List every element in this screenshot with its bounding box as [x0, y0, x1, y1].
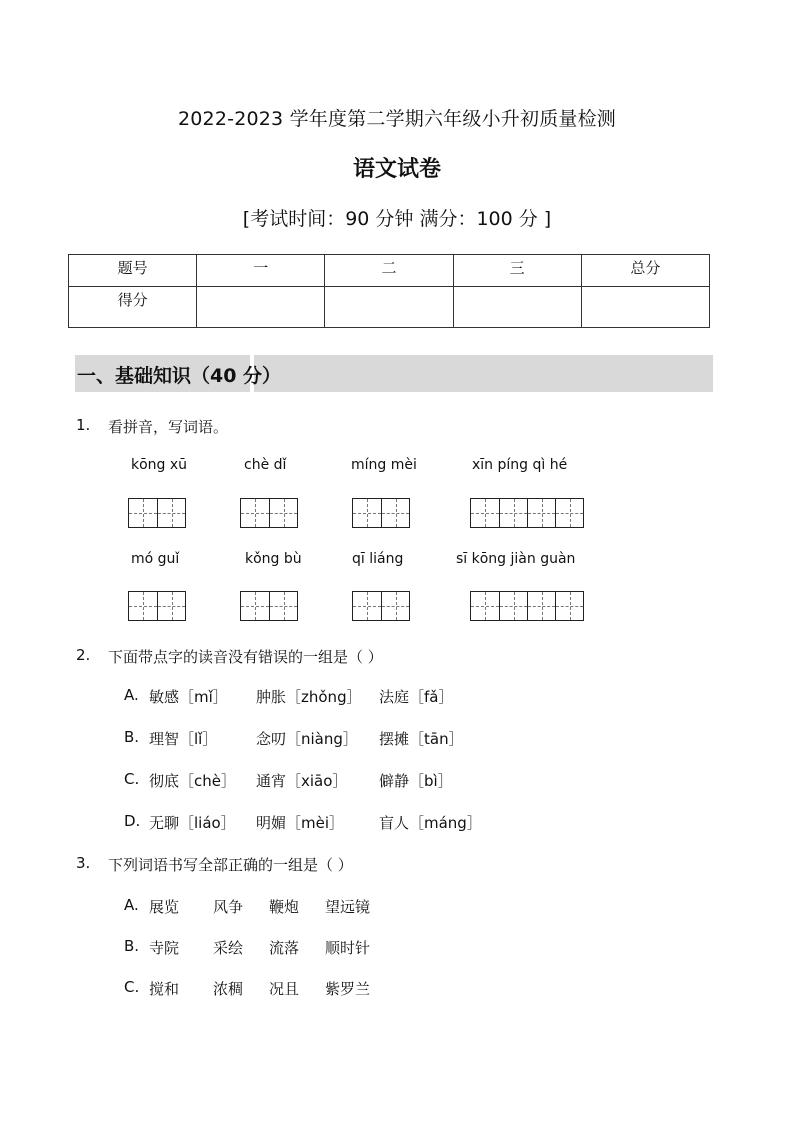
writing-grid-cell[interactable]	[269, 592, 297, 620]
writing-grid-cell[interactable]	[555, 592, 583, 620]
writing-grid-cell[interactable]	[157, 499, 185, 527]
writing-grid-cell[interactable]	[353, 592, 381, 620]
question-text: 下面带点字的读音没有错误的一组是（ ）	[108, 648, 383, 666]
option-word: 流落	[269, 939, 300, 957]
option-word: 通宵［xiāo］	[256, 772, 348, 790]
pinyin-label: kōng xū	[131, 457, 188, 473]
option-word: 盲人［máng］	[379, 814, 482, 832]
writing-grid[interactable]	[128, 498, 186, 528]
score-row-label: 得分	[69, 287, 197, 328]
option-word: 肿胀［zhǒng］	[256, 688, 362, 706]
pinyin-label: qī liáng	[352, 551, 404, 567]
option-word: 鞭炮	[269, 898, 300, 916]
score-header-cell: 一	[197, 255, 325, 287]
option-word: 法庭［fǎ］	[379, 688, 454, 706]
writing-grid-cell[interactable]	[241, 592, 269, 620]
writing-grid-cell[interactable]	[471, 592, 499, 620]
option-word: 僻静［bì］	[379, 772, 453, 790]
pinyin-label: míng mèi	[351, 457, 417, 473]
exam-meta: [考试时间：90 分钟 满分：100 分 ]	[242, 208, 552, 230]
pinyin-label: sī kōng jiàn guàn	[456, 551, 576, 567]
option-word: 彻底［chè］	[149, 772, 236, 790]
question-text: 看拼音，写词语。	[108, 418, 229, 436]
score-table-score-row	[69, 287, 710, 328]
pinyin-label: xīn píng qì hé	[472, 457, 568, 473]
writing-grid-cell[interactable]	[381, 592, 409, 620]
option-word: 采绘	[213, 939, 244, 957]
writing-grid-cell[interactable]	[527, 499, 555, 527]
option-word: 展览	[149, 898, 180, 916]
option-word: 紫罗兰	[325, 980, 371, 998]
option-word: 敏感［mǐ］	[149, 688, 228, 706]
writing-grid-cell[interactable]	[241, 499, 269, 527]
option-word: 浓稠	[213, 980, 244, 998]
writing-grid-cell[interactable]	[157, 592, 185, 620]
pinyin-label: chè dǐ	[244, 457, 287, 473]
writing-grid-cell[interactable]	[269, 499, 297, 527]
writing-grid-cell[interactable]	[353, 499, 381, 527]
pinyin-label: kǒng bù	[245, 551, 302, 567]
writing-grid[interactable]	[128, 591, 186, 621]
writing-grid-cell[interactable]	[499, 592, 527, 620]
score-cell[interactable]	[453, 287, 581, 328]
option-word: 摆摊［tān］	[379, 730, 464, 748]
option-word: 望远镜	[325, 898, 371, 916]
option-label[interactable]: C.	[124, 978, 140, 996]
score-cell[interactable]	[197, 287, 325, 328]
writing-grid-cell[interactable]	[555, 499, 583, 527]
question-text: 下列词语书写全部正确的一组是（ ）	[108, 856, 353, 874]
writing-grid[interactable]	[240, 591, 298, 621]
score-header-cell: 三	[453, 255, 581, 287]
writing-grid-cell[interactable]	[499, 499, 527, 527]
score-header-cell: 二	[325, 255, 453, 287]
score-header-cell: 总分	[581, 255, 709, 287]
writing-grid-cell[interactable]	[471, 499, 499, 527]
option-label[interactable]: A.	[124, 686, 139, 704]
question-number: 3.	[76, 854, 91, 872]
writing-grid-cell[interactable]	[527, 592, 555, 620]
exam-subtitle: 语文试卷	[352, 157, 441, 182]
section-title: 一、基础知识（40 分）	[77, 365, 282, 387]
score-cell[interactable]	[581, 287, 709, 328]
option-word: 风争	[213, 898, 244, 916]
option-label[interactable]: D.	[124, 812, 141, 830]
score-table	[68, 254, 710, 328]
option-word: 况且	[269, 980, 300, 998]
score-table-header-row	[69, 255, 710, 287]
question-number: 2.	[76, 646, 91, 664]
option-word: 明媚［mèi］	[256, 814, 345, 832]
option-word: 搅和	[149, 980, 180, 998]
writing-grid[interactable]	[352, 591, 410, 621]
option-label[interactable]: B.	[124, 728, 140, 746]
writing-grid-cell[interactable]	[129, 592, 157, 620]
question-number: 1.	[76, 416, 91, 434]
writing-grid[interactable]	[470, 498, 584, 528]
writing-grid[interactable]	[240, 498, 298, 528]
pinyin-label: mó guǐ	[131, 551, 180, 567]
writing-grid[interactable]	[352, 498, 410, 528]
option-word: 顺时针	[325, 939, 371, 957]
option-label[interactable]: A.	[124, 896, 139, 914]
option-word: 寺院	[149, 939, 180, 957]
writing-grid[interactable]	[470, 591, 584, 621]
exam-title: 2022-2023 学年度第二学期六年级小升初质量检测	[177, 108, 616, 130]
option-label[interactable]: C.	[124, 770, 140, 788]
score-cell[interactable]	[325, 287, 453, 328]
writing-grid-cell[interactable]	[129, 499, 157, 527]
score-header-cell: 题号	[69, 255, 197, 287]
option-word: 无聊［liáo］	[149, 814, 236, 832]
writing-grid-cell[interactable]	[381, 499, 409, 527]
option-label[interactable]: B.	[124, 937, 140, 955]
option-word: 念叨［niàng］	[256, 730, 358, 748]
option-word: 理智［lǐ］	[149, 730, 218, 748]
